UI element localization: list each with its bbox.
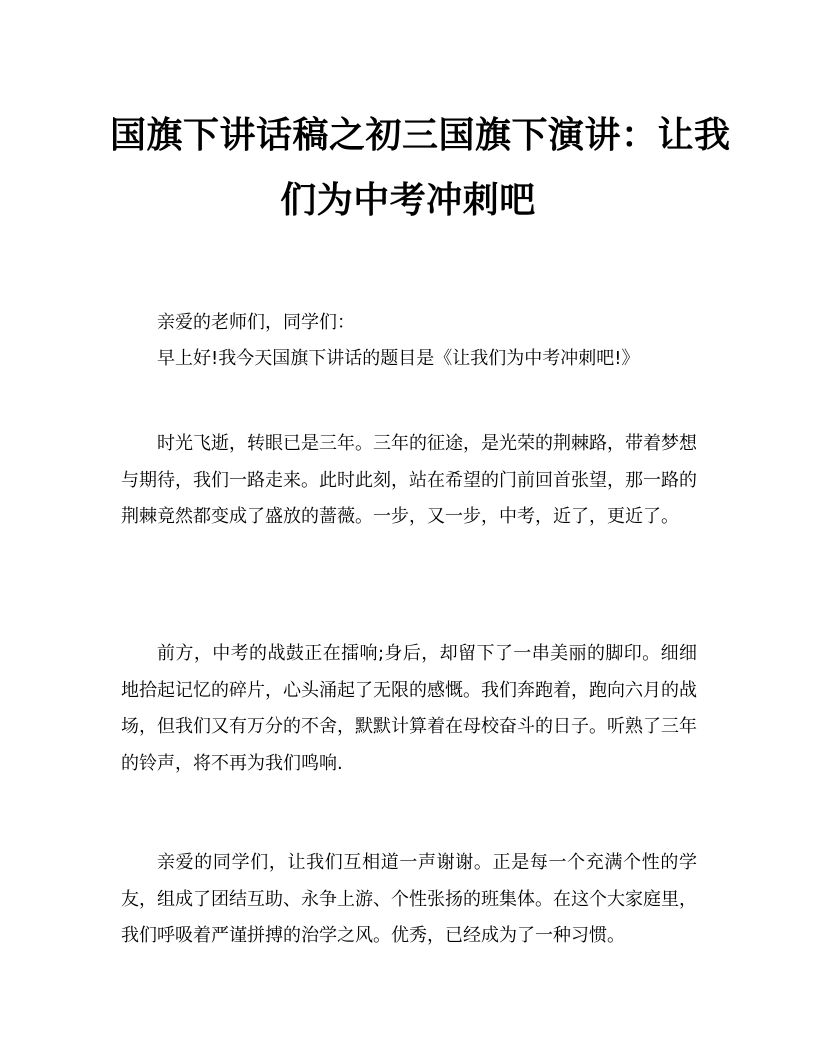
salutation: 亲爱的老师们，同学们： [157,312,355,333]
title-line-2: 们为中考冲刺吧 [280,179,536,221]
title-line-1: 国旗下讲话稿之初三国旗下演讲：让我 [110,114,731,156]
opening-line: 早上好!我今天国旗下讲话的题目是《让我们为中考冲刺吧!》 [157,348,640,369]
body-paragraph-2: 前方，中考的战鼓正在擂响;身后，却留下了一串美丽的脚印。细细地拾起记忆的碎片，心头涌起了无限的感慨。我们奔跑着，跑向六月的战场，但我们又有万分的不舍，默默计算着在母校奋斗的日子。听熟了三年的铃声，将不再为我们鸣响. [121,643,697,774]
body-paragraph-1: 时光飞逝，转眼已是三年。三年的征途，是光荣的荆棘路，带着梦想与期待，我们一路走来。此时此刻，站在希望的门前回首张望，那一路的荆棘竟然都变成了盛放的蔷薇。一步，又一步，中考，近了，更近了。 [121,433,697,528]
document-title [110,103,731,233]
body-paragraph-3: 亲爱的同学们，让我们互相道一声谢谢。正是每一个充满个性的学友，组成了团结互助、永争上游、个性张扬的班集体。在这个大家庭里，我们呼吸着严谨拼搏的治学之风。优秀，已经成为了一种习惯。 [121,852,697,947]
